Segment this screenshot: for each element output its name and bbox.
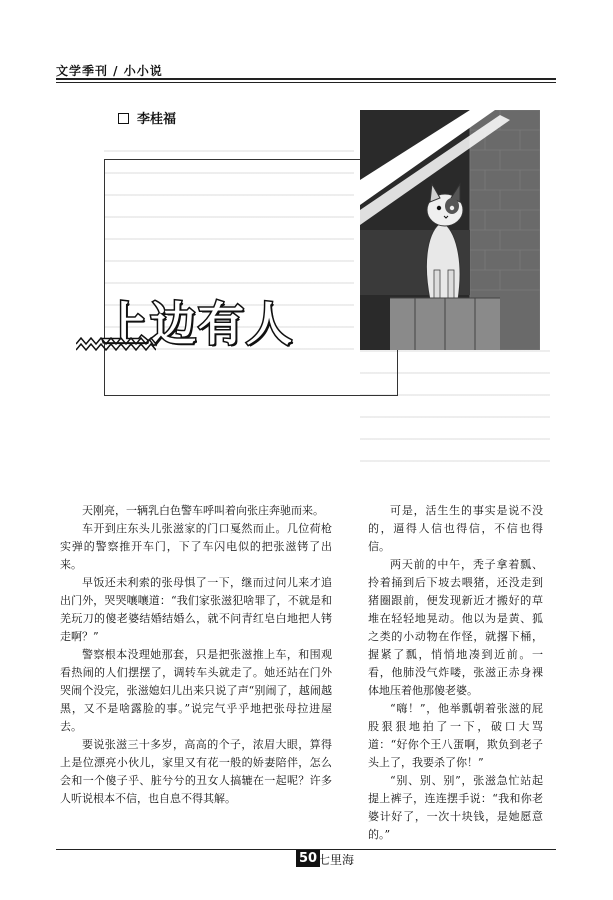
paragraph: 警察根本没理她那套，只是把张滋推上车，和围观看热闹的人们摆摆了，调转车头就走了。她还站在门外哭闹个没完，张滋媳妇儿出来只说了声“别闹了，越闹越黑，又不是啥露脸的事。”说完气乎乎地把张母拉进屋去。 (60, 648, 332, 733)
header-rule-thin (56, 82, 556, 83)
footer-title: 七里海 (318, 853, 355, 867)
paragraph: 要说张滋三十多岁，高高的个子，浓眉大眼，算得上是位漂亮小伙儿，家里又有花一般的娇妻陪伴，怎么会和一个傻子乎、脏兮兮的丑女人搞辘在一起呢？许多人听说根本不信，也自息不得其解。 (60, 738, 332, 805)
paragraph: 早饭还未利索的张母惧了一下，继而过问儿来才追出门外，哭哭嚷嚷道：“我们家张滋犯啥罪了，不就是和羌玩刀的傻老婆结婚结婚么，就不问青红皂白地把人铐走啊？” (60, 576, 332, 643)
header-rule (56, 78, 556, 80)
zigzag-ornament (76, 336, 156, 352)
body-column-right (368, 502, 543, 844)
paragraph: 天刚亮，一辆乳白色警车呼叫着向张庄奔驰而来。 (82, 504, 324, 517)
cat-photo (360, 110, 540, 350)
paragraph: 可是，活生生的事实是说不没的，逼得人信也得信，不信也得信。 (368, 504, 543, 553)
body-column-left (60, 502, 332, 808)
author-byline (118, 108, 176, 127)
square-bullet-icon (118, 113, 129, 124)
paragraph: “别、别、别”，张滋急忙站起提上裤子，连连摆手说：“我和你老婆计好了，一次十块钱，是她愿意的。” (368, 774, 543, 841)
story-title: 上边有人 (102, 297, 294, 351)
decorative-frame (104, 159, 398, 396)
page-number: 50 (296, 850, 320, 867)
paragraph: 两天前的中午，秃子拿着瓢、拎着捅到后下坡去喂猪，还没走到猪圈跟前，便发现新近才搬好的草堆在轻轻地晃动。他以为是黄、狐之类的小动物在作怪，就撂下桶，握紧了瓢，悄悄地凑到近前。一看，他肺没气炸喽，张滋正赤身裸体地压着他那傻老婆。 (368, 558, 543, 697)
section-header: 文学季刊 / 小小说 (56, 64, 163, 78)
paragraph: 车开到庄东头儿张滋家的门口戛然而止。几位荷枪实弹的警察推开车门，下了车闪电似的把张滋铐了出来。 (60, 522, 332, 571)
paragraph: “嗨！”，他举瓢朝着张滋的屁股狠狠地拍了一下，破口大骂道：“好你个王八蛋啊，欺负到老子头上了，我要杀了你！” (368, 702, 543, 769)
author-name: 李桂福 (137, 112, 177, 127)
